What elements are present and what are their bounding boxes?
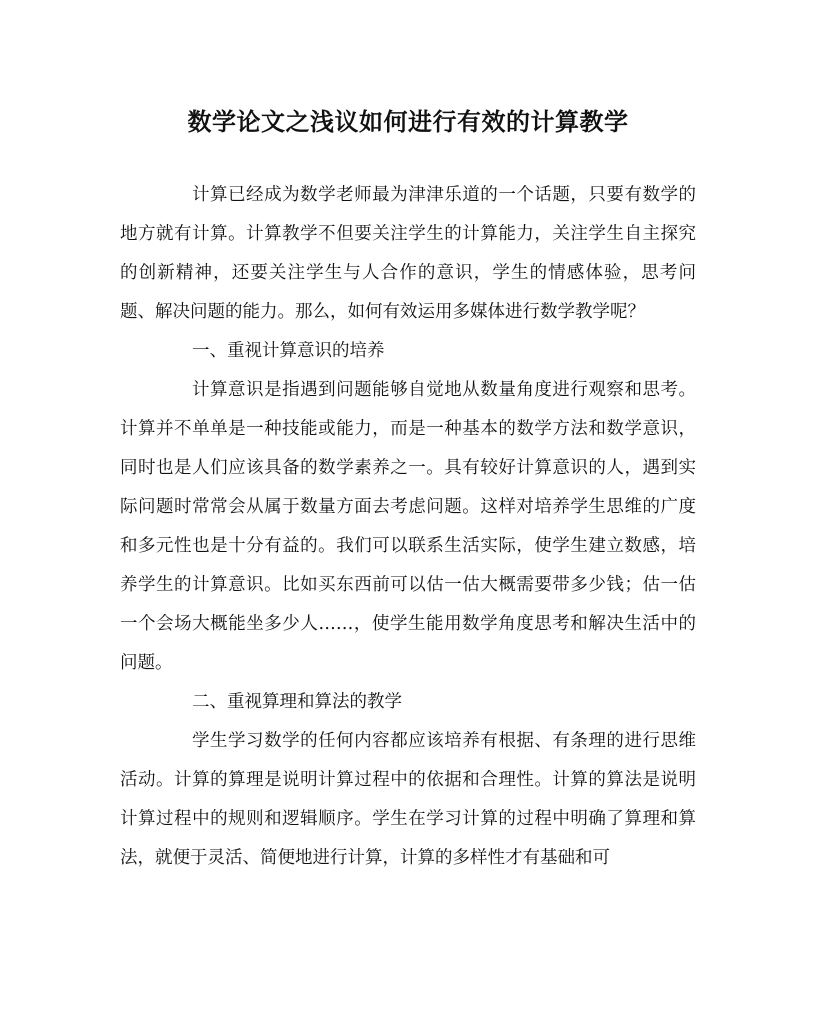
- intro-paragraph: 计算已经成为数学老师最为津津乐道的一个话题，只要有数学的地方就有计算。计算教学不但要关注学生的计算能力，关注学生自主探究的创新精神，还要关注学生与人合作的意识，学生的情感体验，思考问题、解决问题的能力。那么，如何有效运用多媒体进行数学教学呢？: [120, 185, 696, 322]
- page-title: 数学论文之浅议如何进行有效的计算教学: [187, 107, 629, 136]
- section-heading-1: 一、重视计算意识的培养: [192, 341, 385, 361]
- document-body: [120, 176, 696, 878]
- section-1-paragraph: 计算意识是指遇到问题能够自觉地从数量角度进行观察和思考。计算并不单单是一种技能或能力，而是一种基本的数学方法和数学意识，同时也是人们应该具备的数学素养之一。具有较好计算意识的人，遇到实际问题时常常会从属于数量方面去考虑问题。这样对培养学生思维的广度和多元性也是十分有益的。我们可以联系生活实际，使学生建立数感，培养学生的计算意识。比如买东西前可以估一估大概需要带多少钱；估一估一个会场大概能坐多少人……，使学生能用数学角度思考和解决生活中的问题。: [120, 380, 696, 673]
- section-2-paragraph: 学生学习数学的任何内容都应该培养有根据、有条理的进行思维活动。计算的算理是说明计算过程中的依据和合理性。计算的算法是说明计算过程中的规则和逻辑顺序。学生在学习计算的过程中明确了算理和算法，就便于灵活、简便地进行计算，计算的多样性才有基础和可: [120, 731, 696, 868]
- section-heading-2: 二、重视算理和算法的教学: [192, 692, 402, 712]
